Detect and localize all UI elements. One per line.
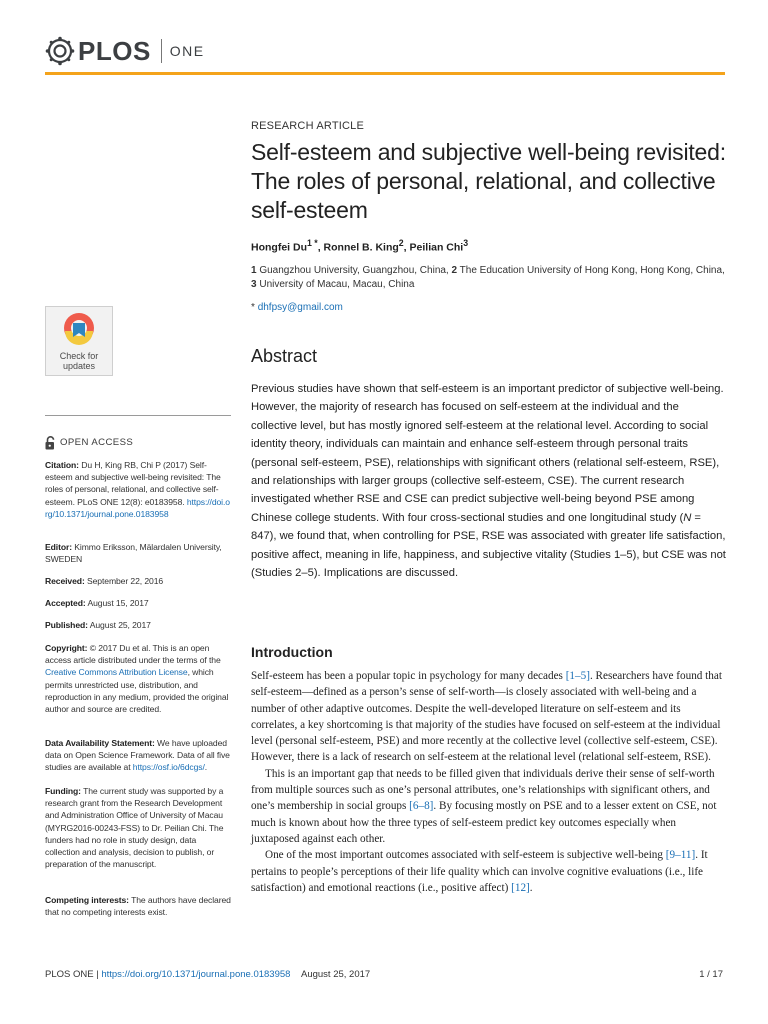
author-affiliation-mark: 2	[398, 238, 404, 248]
affiliation: The Education University of Hong Kong, Hong Kong, China,	[459, 265, 725, 276]
plos-logo-icon	[45, 36, 75, 66]
logo-divider	[161, 39, 162, 63]
journal-name: ONE	[169, 43, 205, 59]
introduction-body	[251, 668, 726, 896]
editor: Editor: Kimmo Eriksson, Mälardalen University, SWEDEN	[45, 542, 222, 565]
plos-logo[interactable]	[45, 33, 205, 69]
data-availability: Data Availability Statement: We have uploaded data on Open Science Framework. Data of all five studies are available at https://osf.io/6dcgs/.	[45, 738, 230, 773]
author-affiliation-mark: 3	[463, 238, 469, 248]
citation-doi-link[interactable]: https://doi.org/10.1371/journal.pone.0183958	[45, 496, 230, 519]
affiliations: 1 Guangzhou University, Guangzhou, China, 2 The Education University of Hong Kong, Hong Kong, China, 3 University of Macau, Macau, China	[251, 265, 725, 290]
check-for-updates-button[interactable]	[45, 306, 113, 376]
funding: Funding: The current study was supported by a research grant from the Research Development and Administration Office of University of Macau (MYRG2016-00243-FSS) to Dr. Peilian Chi. The funders had no role in study design, data collection and analysis, decision to publish, or preparation of the manuscript.	[45, 786, 224, 870]
received-date: Received: September 22, 2016	[45, 576, 164, 586]
logo-text: PLOS	[78, 35, 151, 66]
affiliation: Guangzhou University, Guangzhou, China,	[259, 265, 449, 276]
check-for-updates-icon	[62, 311, 96, 345]
introduction-heading: Introduction	[251, 644, 333, 660]
open-access-badge	[45, 436, 231, 450]
reference-link[interactable]: [6–8]	[409, 800, 434, 813]
sidebar-divider	[45, 415, 231, 416]
check-for-updates-label: Check for updates	[59, 351, 99, 371]
reference-link[interactable]: [1–5]	[565, 670, 590, 682]
citation: Citation: Du H, King RB, Chi P (2017) Self-esteem and subjective well-being revisited: The roles of personal, relational, and collective self-esteem. PLoS ONE 12(8): e0183958. https://doi.org/10.1371/journal.pone.0183958	[45, 460, 230, 519]
open-access-label: OPEN ACCESS	[60, 436, 134, 448]
corresponding-email	[251, 302, 726, 313]
footer-journal: PLOS ONE	[45, 969, 94, 980]
author-name[interactable]: Peilian Chi	[409, 241, 464, 254]
footer-date: August 25, 2017	[301, 969, 371, 980]
competing-interests: Competing interests: The authors have declared that no competing interests exist.	[45, 895, 231, 918]
reference-link[interactable]: [9–11]	[665, 849, 696, 862]
copyright: Copyright: © 2017 Du et al. This is an open access article distributed under the terms of the Creative Commons Attribution License, which permits unrestricted use, distribution, and reproduction in any medium, provided the original author and source are credited.	[45, 643, 229, 715]
email-link[interactable]: dhfpsy@gmail.com	[257, 302, 343, 313]
article-type: RESEARCH ARTICLE	[251, 120, 365, 132]
page-number: 1 / 17	[699, 969, 723, 980]
published-date: Published: August 25, 2017	[45, 620, 151, 630]
footer-doi-link[interactable]: https://doi.org/10.1371/journal.pone.0183958	[101, 969, 291, 980]
license-link[interactable]: Creative Commons Attribution License	[45, 667, 188, 678]
corresponding-mark: *	[251, 302, 255, 313]
abstract-heading: Abstract	[251, 346, 318, 366]
footer-citation: PLOS ONE | https://doi.org/10.1371/journal.pone.0183958 August 25, 2017	[45, 969, 371, 980]
open-lock-icon	[45, 436, 56, 450]
affiliation: University of Macau, Macau, China	[259, 279, 415, 290]
abstract-text: Previous studies have shown that self-esteem is an important predictor of subjective well-being. However, the majority of research has focused on self-esteem at the individual and the collective level, but has mostly ignored self-esteem at the relational level. According to social identity theory, individuals can maintain and enhance self-esteem through personal traits (personal self-esteem, PSE), relationships with significant others (relational self-esteem, RSE), and relationships with larger groups (collective self-esteem, CSE). The current research investigated whether RSE and CSE can predict subjective well-being beyond PSE among Chinese college students. With four cross-sectional studies and one longitudinal study (N = 847), we found that, when controlling for PSE, RSE was associated with greater life satisfaction, positive affect, meaning in life, happiness, and subjective vitality (Studies 1–5), but CSE was not (Studies 2–5). Implications are discussed.	[251, 383, 726, 580]
author-affiliation-mark: 1 *	[307, 238, 318, 248]
author-name[interactable]: Hongfei Du	[251, 241, 307, 254]
accepted-date: Accepted: August 15, 2017	[45, 598, 149, 608]
header-rule	[45, 72, 725, 75]
author-list: Hongfei $Du^{1 *}$, Ronnel B. King$^2$, Peilian Chi$^3$	[251, 238, 469, 254]
osf-link[interactable]: https://osf.io/6dcgs/	[132, 762, 205, 773]
paragraph: This is an important gap that needs to be filled given that individuals derive their sense of self-worth from multiple sources such as one’s personal attributes, one’s relationships with significant others, and one’s membership in social groups [6–8]. By focusing mostly on PSE and to a lesser extent on CSE, not much is known about how the three types of self-esteem predict key outcomes especially when juxtaposed against each other.	[251, 767, 717, 845]
author-name[interactable]: Ronnel B. King	[323, 241, 399, 254]
paragraph: One of the most important outcomes associated with self-esteem is subjective well-being [9–11]. It pertains to people’s perceptions of their life quality which can involve cognitive evaluations (i.e., life satisfaction) and emotional reactions (i.e., positive affect) [12].	[251, 849, 708, 894]
article-title: Self-esteem and subjective well-being revisited: The roles of personal, relational, and collective self-esteem	[251, 139, 726, 223]
reference-link[interactable]: [12]	[511, 881, 530, 894]
paragraph: Self-esteem has been a popular topic in psychology for many decades [1–5]. Researchers have found that self-esteem—defined as a person’s sense of self-worth—is closely associated with well-being and a number of other adaptive outcomes. Despite the well-developed literature on self-esteem and its correlates, a key shortcoming is that majority of the studies have focused on self-esteem at the individual level (personal self-esteem, PSE) and more recently at the collective level (collective self-esteem, CSE). However, there is a lack of research on self-esteem at the relational level (relational self-esteem, RSE).	[251, 670, 722, 764]
